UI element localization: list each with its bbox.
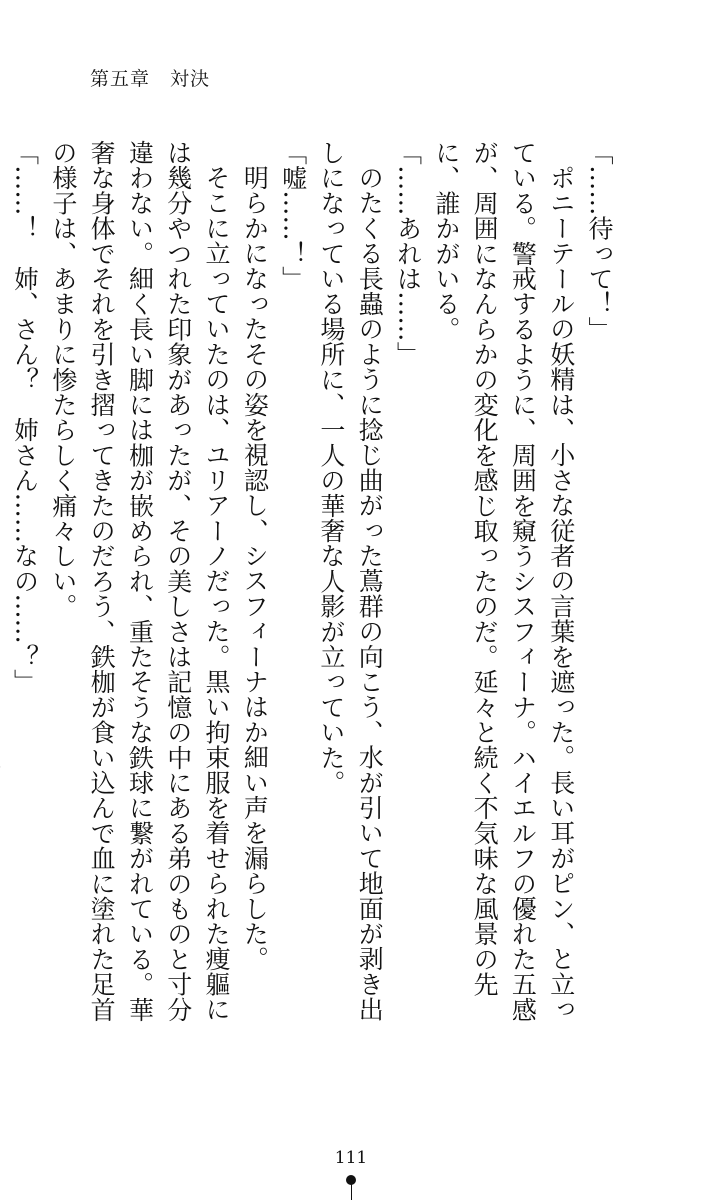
page-marker-line bbox=[351, 1184, 352, 1200]
body-text bbox=[0, 140, 618, 1040]
paragraph-3: 「……あれは……」 bbox=[393, 140, 423, 367]
chapter-header: 第五章 対決 bbox=[90, 68, 211, 90]
paragraph-7: そこに立っていたのは、ユリアーノだった。黒い拘束服を着せられた痩軀には幾分やつれた印象があったが、その美しさは記憶の中にある弟のものと寸分違わない。細く長い脚には枷が嵌められ、重たそうな鉄球に繋がれている。華奢な身体でそれを引き摺ってきたのだろう、鉄枷が食い込んで血に塗れた足首の様子は、あまりに惨たらしく痛々しい。 bbox=[48, 140, 232, 1022]
paragraph-9 bbox=[0, 140, 5, 1040]
page-number: 111 bbox=[334, 1148, 368, 1168]
paragraph-4: のたくる長蟲のように捻じ曲がった蔦群の向こう、水が引いて地面が剥き出しになっている場所に、一人の華奢な人影が立っていた。 bbox=[316, 140, 385, 1022]
paragraph-1: 「……待って！」 bbox=[585, 140, 614, 342]
paragraph-8: 「……！ 姉、さん？ 姉さん……なの……？」 bbox=[10, 140, 40, 695]
paragraph-5: 「嘘……！」 bbox=[278, 140, 308, 292]
paragraph-6: 明らかになったその姿を視認し、シスフィーナはか細い声を漏らした。 bbox=[240, 165, 270, 972]
paragraph-2: ポニーテールの妖精は、小さな従者の言葉を遮った。長い耳がピン、と立っている。警戒するように、周囲を窺うシスフィーナ。ハイエルフの優れた五感が、周囲になんらかの変化を感じ取ったのだ。延々と続く不気味な風景の先に、誰かがいる。 bbox=[431, 140, 576, 1022]
